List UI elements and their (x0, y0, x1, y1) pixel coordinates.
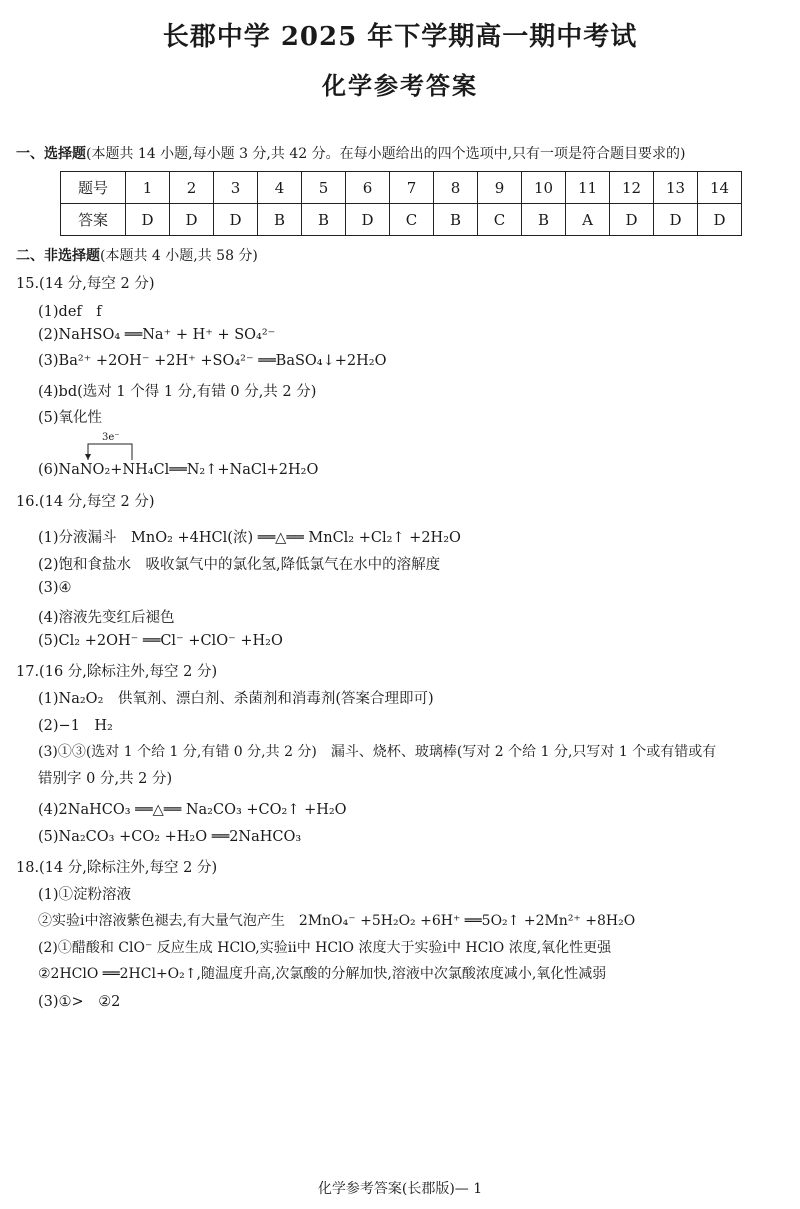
q18-line5: (3)①> ②2 (38, 994, 121, 1010)
table-cell: 5 (302, 172, 346, 204)
q18-heading: 18.(14 分,除标注外,每空 2 分) (16, 860, 218, 876)
table-cell: B (522, 204, 566, 236)
exam-title: 长郡中学 2025 年下学期高一期中考试 (162, 22, 638, 52)
table-cell: 7 (390, 172, 434, 204)
table-cell: D (346, 204, 390, 236)
answer-table (60, 171, 742, 236)
table-cell: 3 (214, 172, 258, 204)
table-row-answers (61, 204, 742, 236)
q18-line3: (2)①醋酸和 ClO⁻ 反应生成 HClO,实验ⅱ中 HClO 浓度大于实验ⅰ中 HClO 浓度,氧化性更强 (38, 940, 612, 956)
q16-line3: (3)④ (38, 580, 72, 596)
table-cell: 9 (478, 172, 522, 204)
table-cell: D (610, 204, 654, 236)
table-header-answer: 答案 (61, 204, 126, 236)
table-cell: 6 (346, 172, 390, 204)
q17-heading: 17.(16 分,除标注外,每空 2 分) (16, 664, 218, 680)
q15-line4: (4)bd(选对 1 个得 1 分,有错 0 分,共 2 分) (38, 384, 317, 400)
q18-line2: ②实验ⅰ中溶液紫色褪去,有大量气泡产生 2MnO₄⁻ +5H₂O₂ +6H⁺ ══5O₂↑ +2Mn²⁺ +8H₂O (38, 913, 636, 929)
table-cell: 1 (126, 172, 170, 204)
section2-desc: (本题共 4 小题,共 58 分) (100, 248, 258, 264)
table-cell: B (258, 204, 302, 236)
q17-line3b: 错别字 0 分,共 2 分) (38, 771, 173, 787)
page-footer: 化学参考答案(长郡版)— 1 (317, 1181, 483, 1197)
q16-line2: (2)饱和食盐水 吸收氯气中的氯化氢,降低氯气在水中的溶解度 (38, 557, 441, 573)
q16-heading: 16.(14 分,每空 2 分) (16, 494, 155, 510)
table-cell: 13 (654, 172, 698, 204)
q17-line2: (2)−1 H₂ (38, 718, 113, 734)
q18-line1: (1)①淀粉溶液 (38, 887, 132, 903)
table-cell: 11 (566, 172, 610, 204)
table-cell: D (170, 204, 214, 236)
table-cell: 2 (170, 172, 214, 204)
q16-line1: (1)分液漏斗 MnO₂ +4HCl(浓) ══△══ MnCl₂ +Cl₂↑ +2H₂O (38, 530, 461, 546)
q17-line5: (5)Na₂CO₃ +CO₂ +H₂O ══2NaHCO₃ (38, 829, 302, 845)
table-cell: 10 (522, 172, 566, 204)
section1-desc: (本题共 14 小题,每小题 3 分,共 42 分。在每小题给出的四个选项中,只有一项是符合题目要求的) (86, 146, 686, 162)
q17-line4: (4)2NaHCO₃ ══△══ Na₂CO₃ +CO₂↑ +H₂O (38, 802, 347, 818)
table-cell: 12 (610, 172, 654, 204)
electron-transfer-label: 3e⁻ (102, 432, 120, 443)
table-cell: 4 (258, 172, 302, 204)
q15-heading: 15.(14 分,每空 2 分) (16, 276, 155, 292)
q18-line4: ②2HClO ══2HCl+O₂↑,随温度升高,次氯酸的分解加快,溶液中次氯酸浓度减小,氧化性减弱 (38, 966, 607, 982)
table-header-number: 题号 (61, 172, 126, 204)
q16-line5: (5)Cl₂ +2OH⁻ ══Cl⁻ +ClO⁻ +H₂O (38, 633, 283, 649)
table-cell: 14 (698, 172, 742, 204)
q16-line4: (4)溶液先变红后褪色 (38, 610, 175, 626)
section2-label: 二、非选择题 (16, 248, 100, 264)
table-cell: 8 (434, 172, 478, 204)
table-cell: D (214, 204, 258, 236)
table-cell: D (654, 204, 698, 236)
table-row-numbers (61, 172, 742, 204)
table-cell: C (390, 204, 434, 236)
section1-heading (16, 143, 686, 163)
section1-label: 一、选择题 (16, 146, 86, 162)
section2-heading (16, 245, 258, 265)
q15-line3: (3)Ba²⁺ +2OH⁻ +2H⁺ +SO₄²⁻ ══BaSO₄↓+2H₂O (38, 353, 387, 369)
table-cell: B (302, 204, 346, 236)
electron-transfer-arrow-icon (80, 440, 140, 462)
q15-line6: (6)NaNO₂+NH₄Cl══N₂↑+NaCl+2H₂O (38, 462, 319, 478)
q15-line5: (5)氧化性 (38, 410, 103, 426)
table-cell: D (126, 204, 170, 236)
q15-line1: (1)def f (38, 304, 102, 320)
q17-line1: (1)Na₂O₂ 供氧剂、漂白剂、杀菌剂和消毒剂(答案合理即可) (38, 691, 434, 707)
table-cell: D (698, 204, 742, 236)
table-cell: A (566, 204, 610, 236)
table-cell: B (434, 204, 478, 236)
q17-line3a: (3)①③(选对 1 个给 1 分,有错 0 分,共 2 分) 漏斗、烧杯、玻璃棒(写对 2 个给 1 分,只写对 1 个或有错或有 (38, 744, 717, 760)
table-cell: C (478, 204, 522, 236)
answer-subtitle: 化学参考答案 (322, 71, 478, 100)
q15-line2: (2)NaHSO₄ ══Na⁺ + H⁺ + SO₄²⁻ (38, 327, 276, 343)
